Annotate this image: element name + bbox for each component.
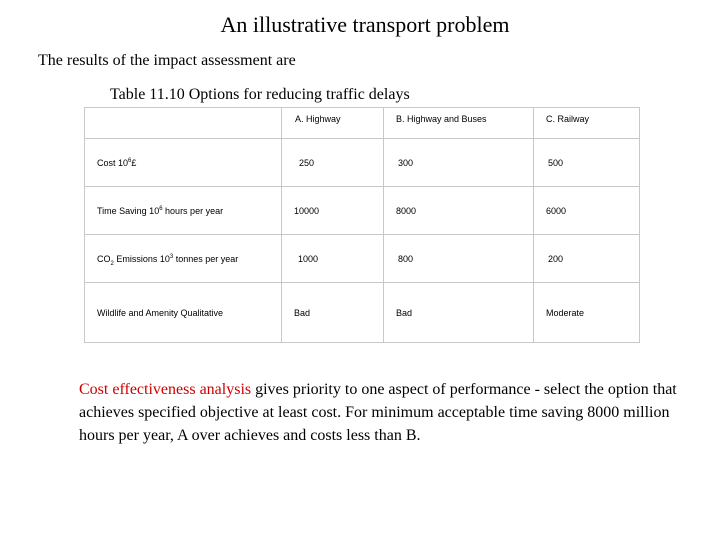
cell-time-c: 6000 <box>534 187 640 235</box>
cell-co2-b: 800 <box>384 235 534 283</box>
row-label-time-saving: Time Saving $10^6$ hours per year <box>85 187 282 235</box>
header-highway: A. Highway <box>282 108 384 139</box>
cell-wildlife-b: Bad <box>384 283 534 343</box>
cell-time-a: 10000 <box>282 187 384 235</box>
row-label-cost: Cost $10^6£$ <box>85 139 282 187</box>
header-highway-buses: B. Highway and Buses <box>384 108 534 139</box>
table-caption: Table 11.10 Options for reducing traffic delays <box>110 86 410 103</box>
highlight-term: Cost effectiveness analysis <box>79 381 252 398</box>
row-label-co2: $CO_2$ Emissions $10^3$ tonnes per year <box>85 235 282 283</box>
paragraph-text: gives priority to one aspect of performance - select the option that achieves specified objective at least cost. For minimum acceptable time saving 8000 million hours per year, A over achieves and costs less than B. <box>79 381 677 444</box>
page-title: An illustrative transport problem <box>220 12 510 37</box>
table-row <box>85 235 640 283</box>
table-row <box>85 187 640 235</box>
subtitle: The results of the impact assessment are <box>38 52 296 69</box>
explanation-paragraph <box>79 378 689 447</box>
cell-wildlife-a: Bad <box>282 283 384 343</box>
cell-cost-c: 500 <box>534 139 640 187</box>
table-header-row <box>85 108 640 139</box>
row-label-wildlife: Wildlife and Amenity Qualitative <box>85 283 282 343</box>
cell-time-b: 8000 <box>384 187 534 235</box>
header-railway: C. Railway <box>534 108 640 139</box>
header-empty-cell <box>85 108 282 139</box>
cell-co2-c: 200 <box>534 235 640 283</box>
cell-cost-a: 250 <box>282 139 384 187</box>
cell-wildlife-c: Moderate <box>534 283 640 343</box>
cell-co2-a: 1000 <box>282 235 384 283</box>
cell-cost-b: 300 <box>384 139 534 187</box>
table-row <box>85 283 640 343</box>
options-table <box>84 107 640 343</box>
table-row <box>85 139 640 187</box>
